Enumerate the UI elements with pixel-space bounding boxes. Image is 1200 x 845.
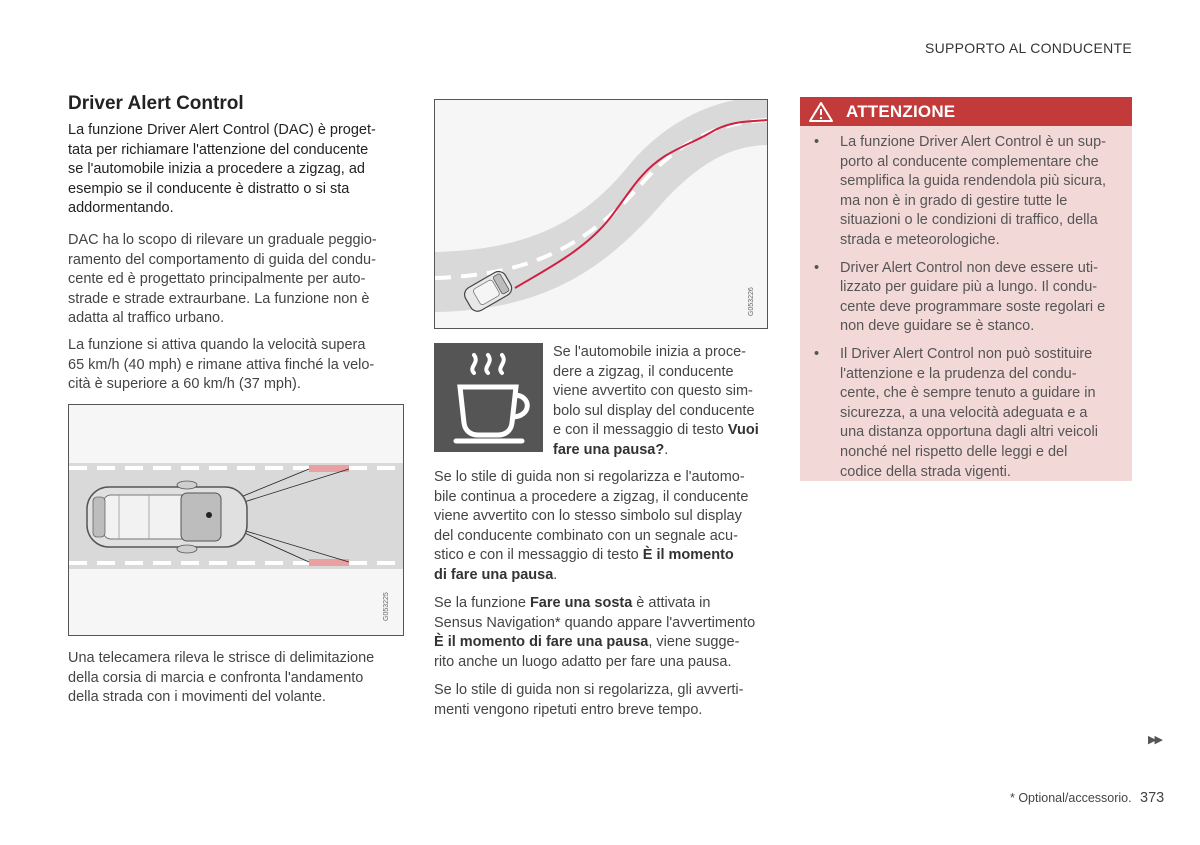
nav-text-c: , viene sugge- rito anche un luogo adatto per fare una pausa. — [434, 634, 740, 670]
repeat-text: Se lo stile di guida non si regolarizza e l'automo- bile continua a procedere a zigzag, il conducente viene avvertito con lo stesso simbolo sul display del conducente combinato con un segnale acu- stico e con il messaggio di testo — [434, 469, 749, 564]
figure-code: G053225 — [383, 592, 390, 621]
function-take-stop: Fare una sosta — [529, 595, 633, 611]
message-time-for-break: È il momento di fare una pausa — [434, 547, 734, 583]
footnote: * Optional/accessorio. — [1010, 791, 1132, 805]
warning-item: • La funzione Driver Alert Control è un sup- porto al conducente complementare che semplifica la guida rendendola più sicura, ma non è in grado di gestire tutte le situazioni o le condizioni di traffico, della strada e meteorologiche. — [840, 133, 1112, 251]
intro-paragraph: La funzione Driver Alert Control (DAC) è proget- tata per richiamare l'attenzione del conducente se l'automobile inizia a procedere a zigzag, ad esempio se il conducente è distratto o si sta addormentando. — [68, 122, 376, 217]
coffee-text-end: . — [664, 441, 669, 458]
coffee-text: Se l'automobile inizia a proce- dere a zigzag, il conducente viene avvertito con questo sim- bolo sul display del conducente e con il messaggio di testo — [553, 344, 755, 439]
coffee-paragraph — [553, 343, 768, 461]
message-time-for-break-2: È il momento di fare una pausa — [434, 634, 649, 651]
camera-lane-figure — [68, 404, 404, 636]
warning-triangle-icon — [808, 101, 834, 123]
warning-box — [800, 97, 1132, 481]
activation-paragraph: La funzione si attiva quando la velocità supera 65 km/h (40 mph) e rimane attiva finché la velo- cità è superiore a 60 km/h (37 mph). — [68, 337, 375, 393]
coffee-cup-icon — [434, 343, 543, 452]
warning-header — [800, 97, 1132, 126]
nav-text-b: è attivata in Sensus Navigation* quando appare l'avvertimento — [434, 595, 756, 631]
camera-lane-illustration — [69, 405, 403, 635]
warning-item: • Il Driver Alert Control non può sostituire l'attenzione e la prudenza del condu- cente, che è sempre tenuto a guidare in sicurezza, a una velocità adeguata e a una distanza opportuna dagli altri veicoli nonché nel rispetto delle leggi e del codice della strada vigenti. — [840, 345, 1112, 482]
repeat-text-end: . — [553, 566, 558, 583]
nav-text-a: Se la funzione — [434, 595, 530, 611]
zigzag-road-illustration — [435, 100, 767, 328]
figure-caption: Una telecamera rileva le strisce di delimitazione della corsia di marcia e confronta l'andamento della strada con i movimenti del volante. — [68, 650, 375, 706]
zigzag-road-figure — [434, 99, 768, 329]
warning-title: ATTENZIONE — [846, 101, 956, 121]
purpose-paragraph: DAC ha lo scopo di rilevare un graduale peggio- ramento del comportamento di guida del condu- cente ed è progettato principalmente per auto- strade e strade extraurbane. La funzione non è adatta al traffico urbano. — [68, 232, 377, 327]
section-title: Driver Alert Control — [68, 93, 244, 114]
warning-item: • Driver Alert Control non deve essere uti- lizzato per guidare più a lungo. Il condu- cente deve programmare soste regolari e non deve guidare se è stanco. — [840, 259, 1112, 337]
figure-code: G053226 — [748, 287, 755, 316]
repeat-warning-paragraph — [434, 468, 774, 586]
repetition-paragraph: Se lo stile di guida non si regolarizza, gli avverti- menti vengono ripetuti entro breve tempo. — [434, 682, 744, 718]
continue-arrow-icon: ▶▶ — [1148, 734, 1161, 746]
car-top-view — [87, 481, 247, 553]
navigation-paragraph — [434, 594, 774, 672]
message-take-break: Vuoi fare una pausa? — [553, 422, 759, 458]
running-header: SUPPORTO AL CONDUCENTE — [924, 40, 1132, 56]
page-number: 373 — [1140, 790, 1165, 806]
warning-list — [800, 126, 1132, 482]
